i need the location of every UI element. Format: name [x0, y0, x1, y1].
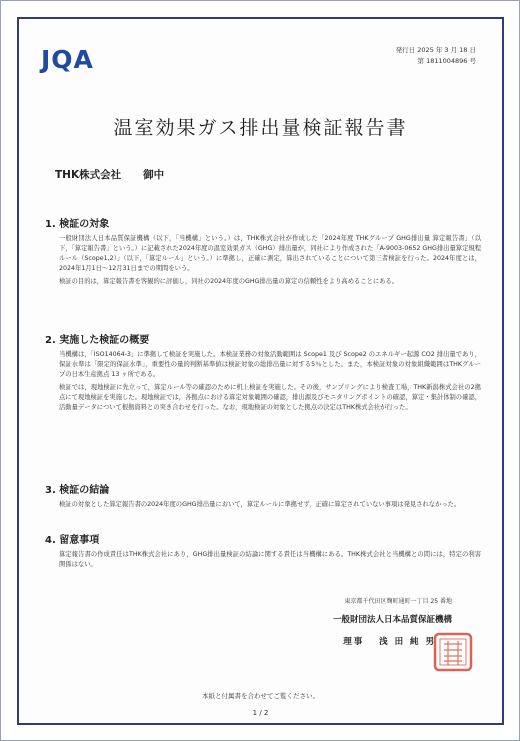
addressee — [55, 167, 164, 182]
section-paragraph: 算定報告書の作成責任はTHK株式会社にあり，GHG排出量検証の結論に関する責任は当機構にある。THK株式会社と当機構との間には，特定の利害関係はない。 — [59, 551, 481, 568]
signatory-title: 理事 — [343, 637, 365, 647]
official-seal-stamp — [432, 631, 474, 673]
addressee-suffix: 御中 — [143, 169, 165, 181]
section-paragraph: 一般財団法人日本品質保証機構（以下，「当機構」という。）は，THK株式会社が作成した「2024年度 THKグループ GHG排出量 算定報告書」（以下，「算定報告書」という。）に記載された2024年度の温室効果ガス（GHG）排出量が，同社により作成された「A-9003-0652 GHG排出量算定規程ルール（Scope1,2）」（以下，「算定ルール」という。）に準拠し，正確に測定，算出されていることについて第三者検証を行った。2024年度とは，2024年1月1日～12月31日までの期間をいう。 — [59, 235, 481, 272]
signatory-address: 東京都千代田区麹町通町一丁目 25 番地 — [344, 598, 452, 605]
document-number: 第 1811004896 号 — [417, 57, 476, 65]
section-heading: 2. 実施した検証の概要 — [45, 335, 150, 346]
signatory-organization: 一般財団法人日本品質保証機構 — [332, 615, 452, 625]
section-paragraph: 当機構は，「ISO14064-3」に準拠して検証を実施した。本検証業務の対象活動範囲は Scope1 及び Scope2 のエネルギー起源 CO2 排出量であり，保証水準は「限定的保証水準」，重要性の量的判断基準値は検証対象の総排出量に対する5％とした。また，本検証対象の対象組織範囲はTHKグループの日本生産拠点 13 ヶ所である。 — [59, 351, 481, 378]
certificate-page — [17, 17, 504, 725]
footer-note: 本紙と付属書を合わせてご覧ください。 — [202, 692, 319, 700]
section-heading: 3. 検証の結論 — [45, 485, 110, 496]
section-paragraph: 検証の対象とした算定報告書の2024年度のGHG排出量において，算定ルールに準拠せず，正確に算定されていない事項は発見されなかった。 — [59, 501, 461, 508]
section-verification-target — [45, 215, 481, 290]
section-verification-conclusion — [45, 481, 481, 513]
signatory-line — [333, 635, 436, 647]
signatory-name: 浅 田 純 男 — [379, 637, 436, 647]
section-notes — [45, 531, 481, 573]
section-paragraph: 検証では，現地検証に先立って，算定ルール等の確認のために机上検証を実施した。その後，サンプリングにより検査工場，THK新潟株式会社の2拠点にて現地検証を実施した。現地検証では，各拠点における算定対象範囲の確認，排出源及びモニタリングポイントの確認，算定・集計体制の確認，活動量データについて根拠資料との突き合わせを行った。なお，現地検証の対象とした拠点の決定はTHK株式会社が行った。 — [59, 384, 481, 411]
page-number: 1 / 2 — [252, 709, 269, 717]
section-heading: 1. 検証の対象 — [45, 219, 110, 230]
addressee-name: THK株式会社 — [55, 169, 122, 181]
section-heading: 4. 留意事項 — [45, 535, 100, 546]
issue-info — [396, 45, 476, 67]
section-verification-overview — [45, 331, 481, 416]
jqa-logo: JQA — [41, 45, 94, 74]
section-paragraph: 検証の目的は，算定報告書を客観的に評価し，同社の2024年度のGHG排出量の算定の信頼性をより高めることにある。 — [59, 278, 399, 285]
document-title: 温室効果ガス排出量検証報告書 — [113, 117, 408, 139]
issue-date: 発行日 2025 年 3 月 18 日 — [395, 46, 476, 54]
